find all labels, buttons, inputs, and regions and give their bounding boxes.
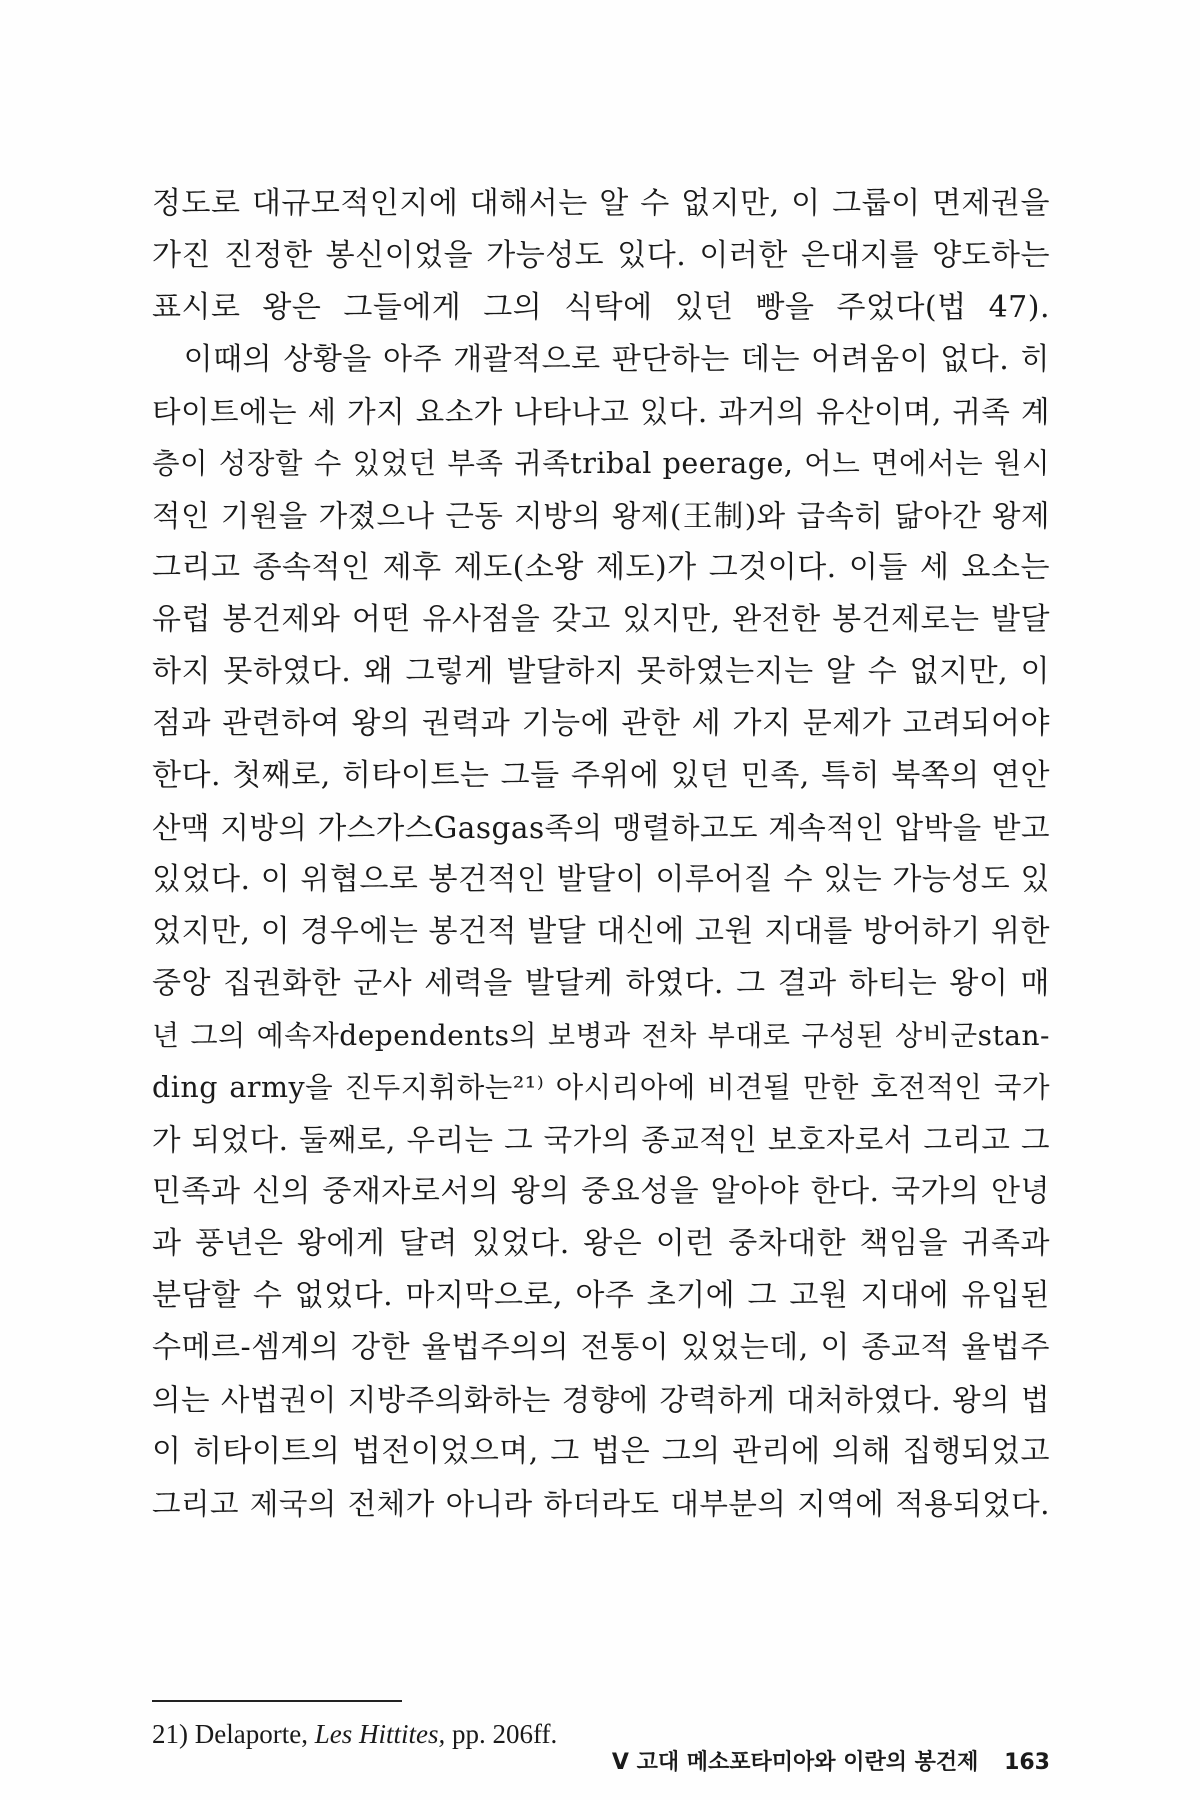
body-line: 이때의 상황을 아주 개괄적으로 판단하는 데는 어려움이 없다. 히 [152,342,1050,377]
chapter-title: 고대 메소포타미아와 이란의 봉건제 [636,1750,979,1775]
body-line: 분담할 수 없었다. 마지막으로, 아주 초기에 그 고원 지대에 유입된 [152,1278,1050,1313]
body-line: 한다. 첫째로, 히타이트는 그들 주위에 있던 민족, 특히 북쪽의 연안 [152,758,1050,793]
body-line: 그리고 종속적인 제후 제도(소왕 제도)가 그것이다. 이들 세 요소는 [152,550,1050,585]
body-line: ding army을 진두지휘하는²¹⁾ 아시리아에 비견될 만한 호전적인 국가 [152,1071,1050,1104]
body-line: 의는 사법권이 지방주의화하는 경향에 강력하게 대처하였다. 왕의 법 [152,1383,1050,1417]
footnote-number: 21) [152,1719,188,1749]
body-line: 가진 진정한 봉신이었을 가능성도 있다. 이러한 은대지를 양도하는 [152,238,1050,273]
body-line: 수메르-셈계의 강한 율법주의의 전통이 있었는데, 이 종교적 율법주 [152,1330,1050,1365]
body-text [152,178,1050,1530]
body-line: 정도로 대규모적인지에 대해서는 알 수 없지만, 이 그룹이 면제권을 [152,186,1050,221]
body-line: 타이트에는 세 가지 요소가 나타나고 있다. 과거의 유산이며, 귀족 계 [152,395,1050,429]
body-line: 년 그의 예속자dependents의 보병과 전차 부대로 구성된 상비군stan- [152,1019,1050,1052]
body-line: 적인 기원을 가졌으나 근동 지방의 왕제(王制)와 급속히 닮아간 왕제 [152,499,1050,533]
body-line: 었지만, 이 경우에는 봉건적 발달 대신에 고원 지대를 방어하기 위한 [152,914,1050,949]
body-line: 층이 성장할 수 있었던 부족 귀족tribal peerage, 어느 면에서는 원시 [152,447,1050,480]
body-line: 그리고 제국의 전체가 아니라 하더라도 대부분의 지역에 적용되었다. [152,1487,1050,1521]
page-number: 163 [1004,1750,1050,1775]
chapter-number: V [611,1750,629,1775]
running-footer [612,1748,1050,1778]
body-line: 과 풍년은 왕에게 달려 있었다. 왕은 이런 중차대한 책임을 귀족과 [152,1226,1050,1261]
body-line: 유럽 봉건제와 어떤 유사점을 갖고 있지만, 완전한 봉건제로는 발달 [152,602,1050,637]
body-line: 중앙 집권화한 군사 세력을 발달케 하였다. 그 결과 하티는 왕이 매 [152,966,1050,1001]
body-line: 민족과 신의 중재자로서의 왕의 중요성을 알아야 한다. 국가의 안녕 [152,1174,1050,1209]
footnote-author: Delaporte, [194,1719,308,1749]
body-line: 하지 못하였다. 왜 그렇게 발달하지 못하였는지는 알 수 없지만, 이 [152,654,1050,689]
body-line: 가 되었다. 둘째로, 우리는 그 국가의 종교적인 보호자로서 그리고 그 [152,1123,1050,1157]
footnote-title: Les Hittites, [314,1719,446,1749]
body-line: 산맥 지방의 가스가스Gasgas족의 맹렬하고도 계속적인 압박을 받고 [152,811,1050,845]
footnote-rule [152,1700,402,1702]
footnote [152,1718,557,1750]
body-line: 있었다. 이 위협으로 봉건적인 발달이 이루어질 수 있는 가능성도 있 [152,862,1050,897]
body-line: 점과 관련하여 왕의 권력과 기능에 관한 세 가지 문제가 고려되어야 [152,706,1050,741]
body-line: 이 히타이트의 법전이었으며, 그 법은 그의 관리에 의해 집행되었고 [152,1434,1050,1469]
footnote-pages: pp. 206ff. [451,1719,558,1749]
body-line: 표시로 왕은 그들에게 그의 식탁에 있던 빵을 주었다(법 47). [152,290,1050,325]
